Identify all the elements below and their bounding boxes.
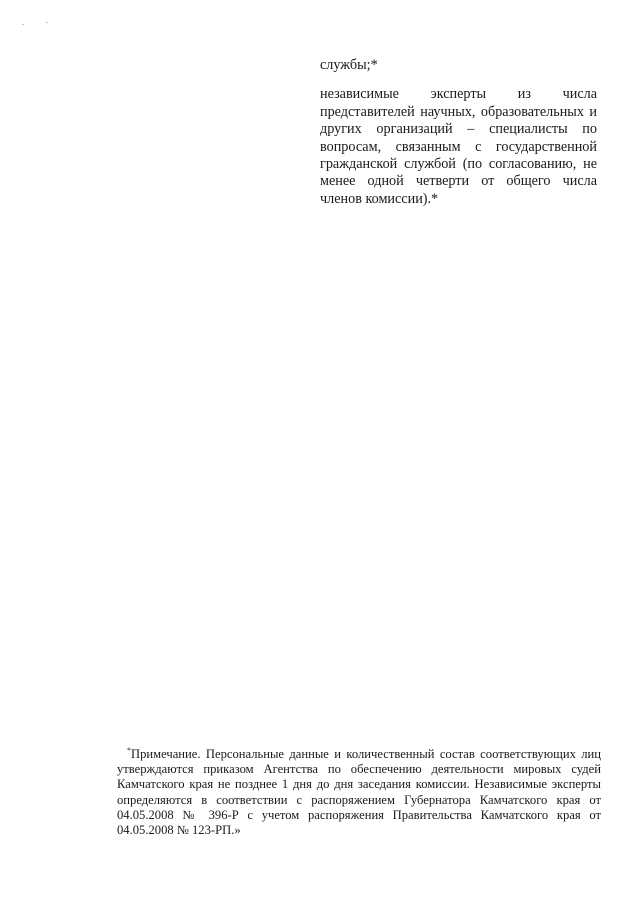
- independent-experts-paragraph: независимые эксперты из числа представителей научных, образовательных и других организаций – специалисты по вопросам, связанным с государственной гражданской службой (по согласованию, не менее одной четверти от общего числа членов комиссии).*: [320, 86, 597, 207]
- commission-members-column: [320, 57, 597, 208]
- footnote: [117, 747, 601, 838]
- footnote-text: Примечание. Персональные данные и количественный состав соответствующих лиц утверждаются приказом Агентства по обеспечению деятельности мировых судей Камчатского края не позднее 1 дня до дня заседания комиссии. Независимые эксперты определяются в соответствии с распоряжением Губернатора Камчатского края от 04.05.2008 № 396-Р с учетом распоряжения Правительства Камчатского края от 04.05.2008 № 123-РП.»: [117, 747, 601, 838]
- scan-speck: [22, 24, 24, 25]
- service-continuation-line: службы;*: [320, 57, 378, 73]
- footnote-marker: *: [127, 745, 131, 755]
- scan-speck: [46, 22, 48, 23]
- footnote-paragraph: [117, 747, 601, 838]
